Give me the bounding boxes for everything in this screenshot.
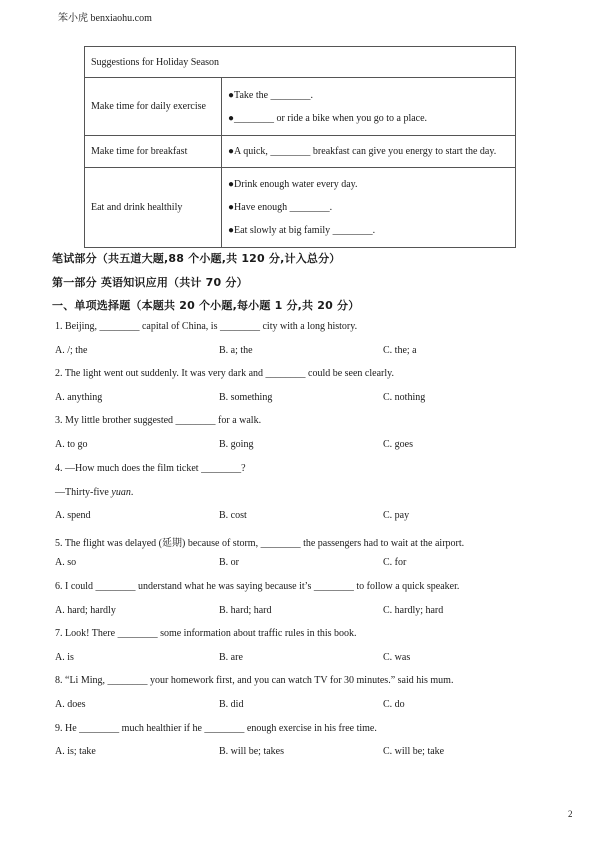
option-c: C. will be; take	[383, 746, 445, 757]
question-stem: 9. He ________ much healthier if he ________ enough exercise in his free time.	[55, 723, 377, 734]
section-heading-part1: 第一部分 英语知识应用（共计 70 分）	[52, 276, 248, 289]
question-stem: 7. Look! There ________ some information about traffic rules in this book.	[55, 628, 357, 639]
question-answer-line	[55, 487, 133, 498]
option-b: B. are	[219, 652, 243, 663]
site-watermark: 笨小虎 benxiaohu.com	[58, 13, 152, 24]
bullet-item: ●Have enough ________.	[228, 202, 333, 213]
answer-text: —Thirty-five	[55, 487, 112, 498]
option-a: A. /; the	[55, 345, 88, 356]
row-label: Make time for breakfast	[85, 136, 222, 168]
question-stem: 3. My little brother suggested ________ for a walk.	[55, 415, 262, 426]
answer-italic: yuan	[111, 487, 131, 498]
row-items	[222, 168, 516, 248]
bullet-item: ●A quick, ________ breakfast can give you energy to start the day.	[228, 146, 497, 157]
option-a: A. spend	[55, 510, 91, 521]
suggestions-table	[84, 46, 516, 248]
option-b: B. cost	[219, 510, 247, 521]
row-items	[222, 78, 516, 136]
question-stem: 8. “Li Ming, ________ your homework first, and you can watch TV for 30 minutes.” said his mum.	[55, 675, 454, 686]
option-b: B. or	[219, 557, 239, 568]
option-a: A. does	[55, 699, 86, 710]
row-items	[222, 136, 516, 168]
option-c: C. for	[383, 557, 407, 568]
option-b: B. a; the	[219, 345, 253, 356]
question-stem: 4. —How much does the film ticket ________?	[55, 463, 246, 474]
bullet-item: ●Take the ________.	[228, 89, 314, 101]
question-stem: 6. I could ________ understand what he was saying because it’s ________ to follow a quick speaker.	[55, 581, 460, 592]
bullet-item: ●________ or ride a bike when you go to a place.	[228, 112, 428, 124]
section-heading-written: 笔试部分（共五道大题,88 个小题,共 120 分,计入总分）	[52, 252, 341, 265]
option-c: C. was	[383, 652, 411, 663]
option-c: C. goes	[383, 439, 413, 450]
option-a: A. so	[55, 557, 77, 568]
table-row	[85, 78, 516, 136]
table-row	[85, 136, 516, 168]
option-c: C. pay	[383, 510, 410, 521]
answer-period: .	[130, 487, 134, 498]
option-b: B. going	[219, 439, 254, 450]
row-label: Make time for daily exercise	[85, 78, 222, 136]
bullet-item: ●Eat slowly at big family ________.	[228, 225, 376, 236]
section-heading-multiple-choice: 一、单项选择题（本题共 20 个小题,每小题 1 分,共 20 分）	[52, 299, 360, 312]
question-stem: 1. Beijing, ________ capital of China, is ________ city with a long history.	[55, 321, 358, 332]
question-stem: 5. The flight was delayed (延期) because of storm, ________ the passengers had to wait at the airport.	[55, 538, 465, 549]
option-c: C. do	[383, 699, 405, 710]
question-stem: 2. The light went out suddenly. It was very dark and ________ could be seen clearly.	[55, 368, 394, 379]
option-a: A. is; take	[55, 746, 96, 757]
option-b: B. something	[219, 392, 273, 403]
option-c: C. hardly; hard	[383, 605, 444, 616]
table-row	[85, 168, 516, 248]
row-label: Eat and drink healthily	[85, 168, 222, 248]
option-c: C. nothing	[383, 392, 426, 403]
option-b: B. hard; hard	[219, 605, 272, 616]
bullet-item: ●Drink enough water every day.	[228, 179, 358, 190]
option-c: C. the; a	[383, 345, 417, 356]
page-number: 2	[568, 809, 573, 819]
option-a: A. hard; hardly	[55, 605, 116, 616]
table-title: Suggestions for Holiday Season	[85, 47, 516, 78]
option-b: B. will be; takes	[219, 746, 284, 757]
option-b: B. did	[219, 699, 244, 710]
option-a: A. to go	[55, 439, 88, 450]
option-a: A. anything	[55, 392, 103, 403]
option-a: A. is	[55, 652, 74, 663]
